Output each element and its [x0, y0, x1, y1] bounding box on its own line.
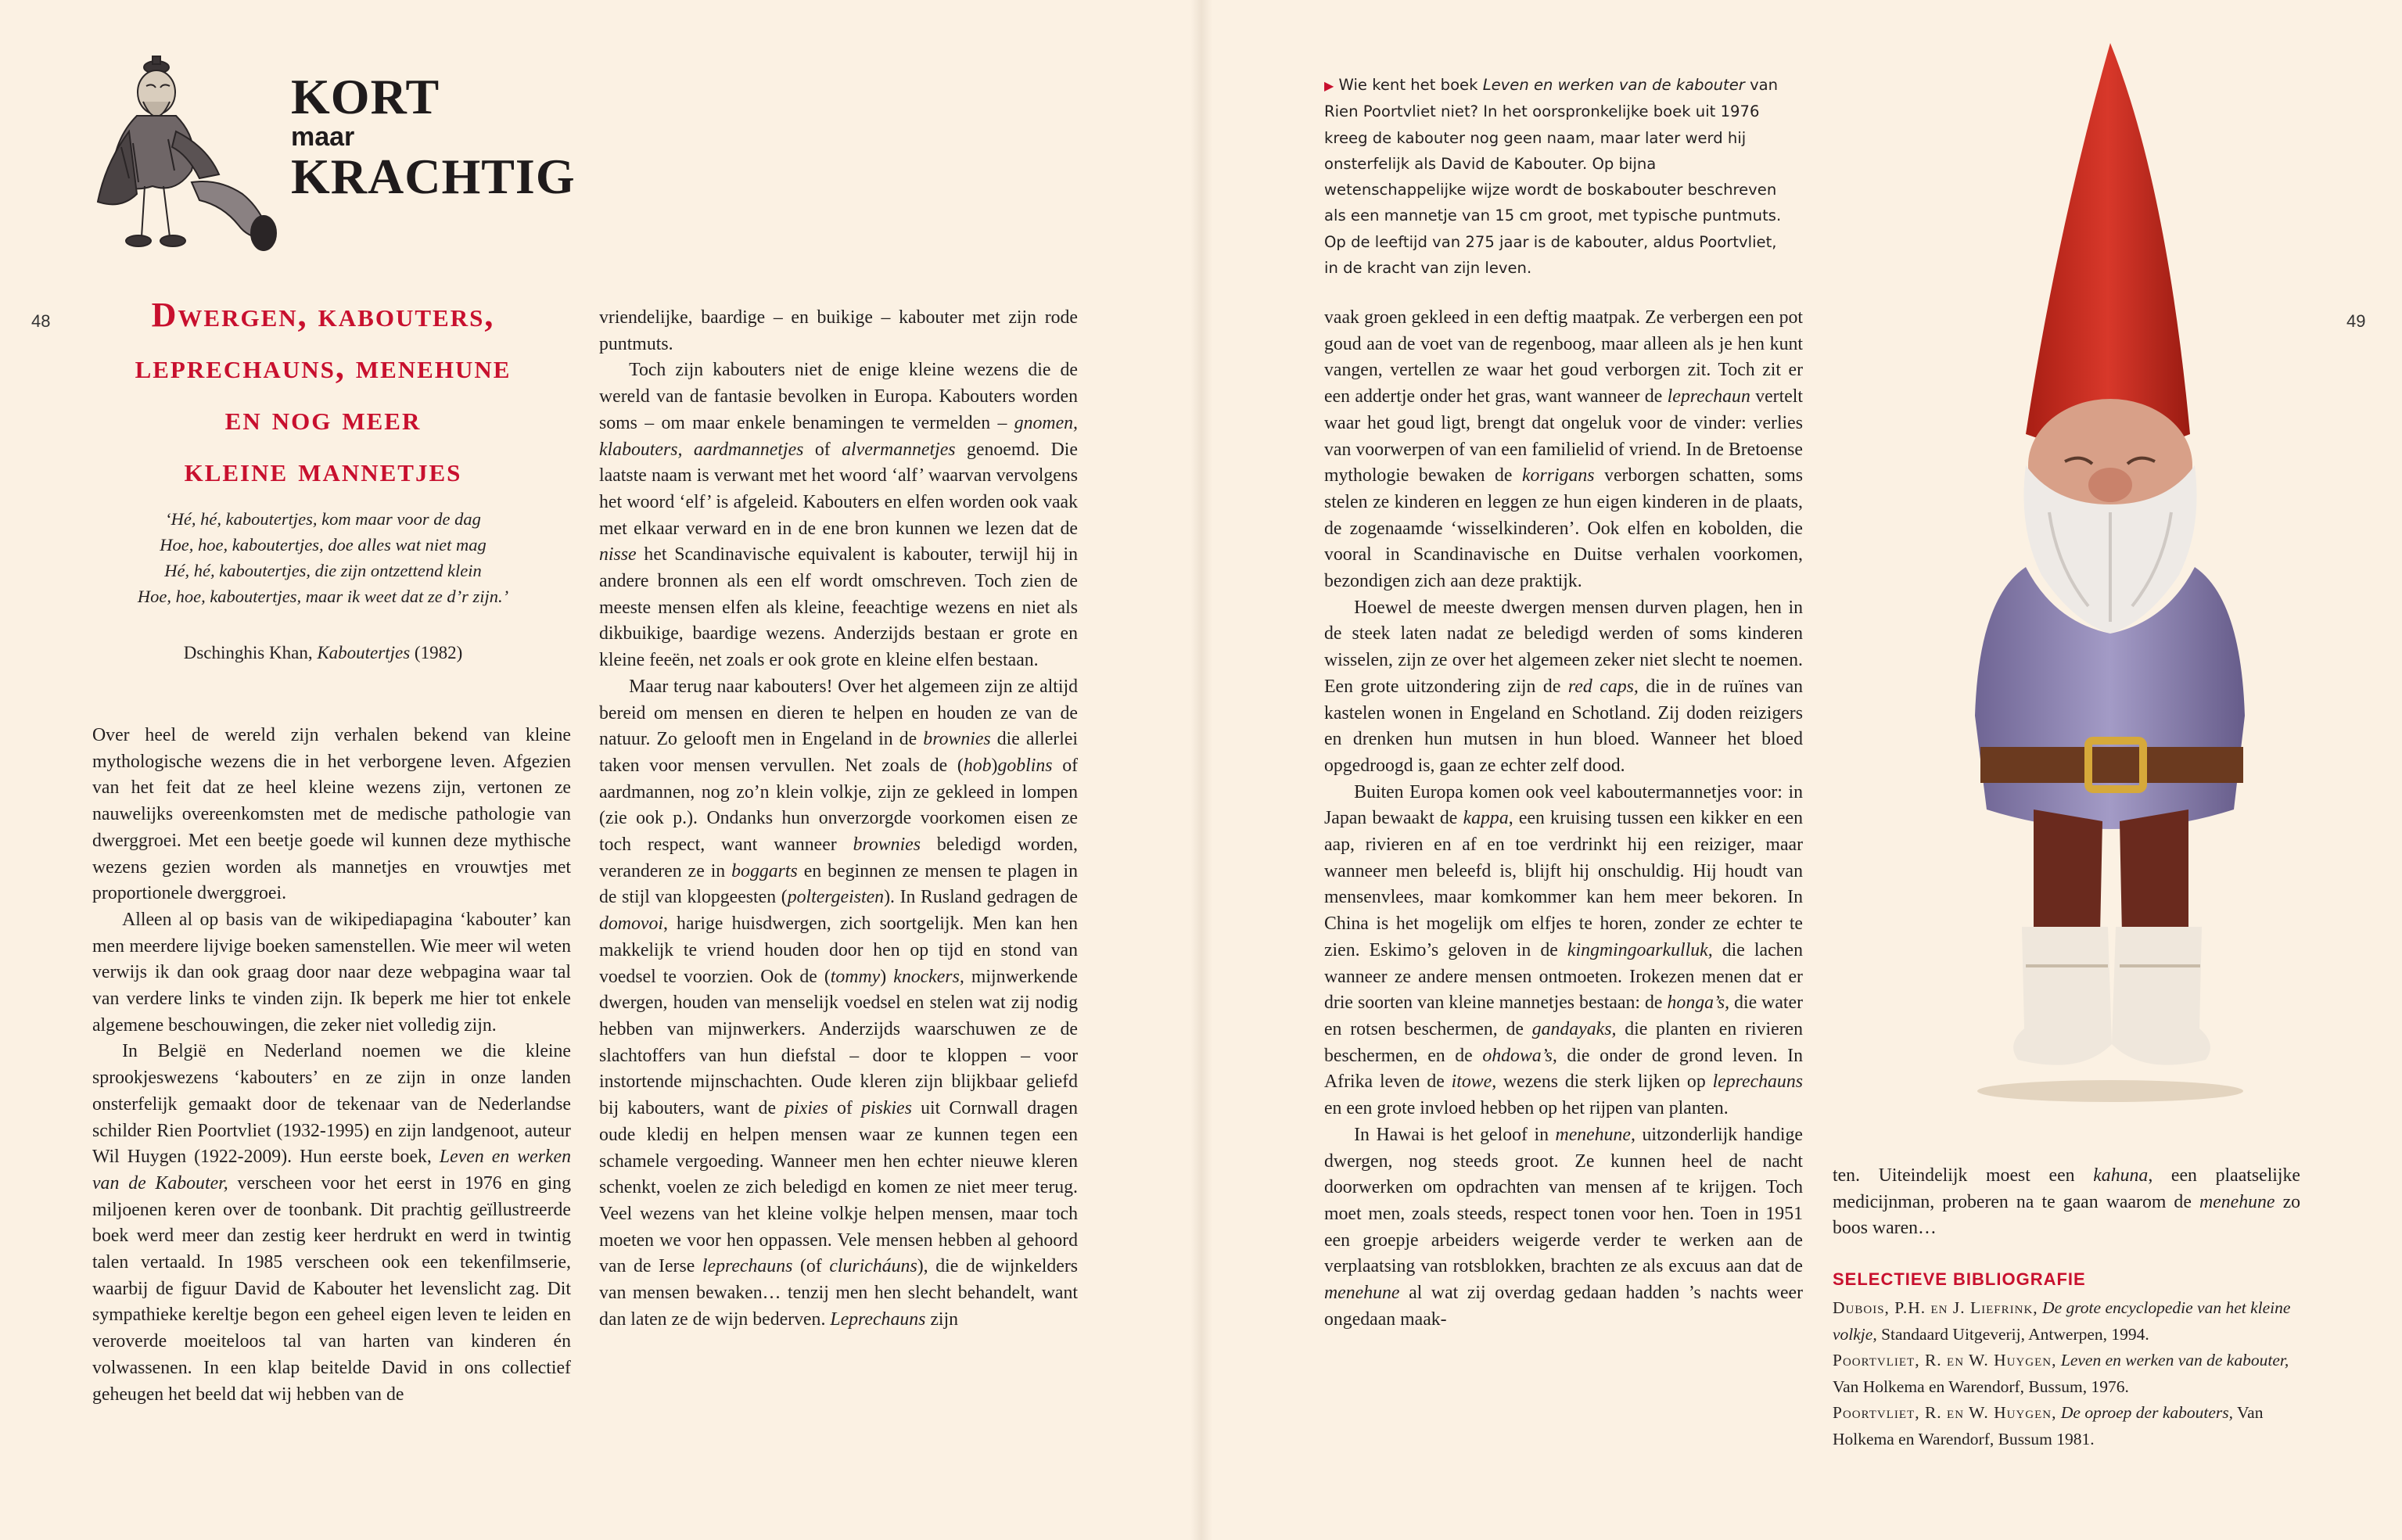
paragraph: Hoewel de meeste dwergen mensen durven plagen, hen in de steek laten nadat ze beledigd werden of soms kinderen wisselen, zijn ze over het algemeen zeker niet slecht te noemen. Een grote uitzondering zijn de red caps, die in de ruïnes van kastelen wonen in Engeland en Schotland. Zij doden reizigers en drenken hun mutsen in hun bloed. Wanneer het bloed opgedroogd is, gaan ze echter zelf dood.	[1324, 597, 1804, 776]
paragraph: ten. Uiteindelijk moest een kahuna, een plaatselijke medicijnman, proberen na te gaan waarom de menehune zo boos waren…	[1833, 1165, 2301, 1239]
title-line: en nog meer	[224, 399, 422, 437]
article-title	[92, 289, 554, 496]
body-column-2	[599, 305, 1078, 1333]
epigraph	[92, 506, 554, 609]
paragraph: In Hawai is het geloof in menehune, uitzonderlijk handige dwergen, nog steeds groot. Ze kunnen heel de nacht doorwerken om opdrachten van mensen af te krijgen. Toch moet men, zoals steeds, respect tonen voor hen. Toen in 1951 een groepje arbeiders weigerde verder te werken aan de verplaatsing van rotsblokken, brachten ze als excuus aan dat de menehune al wat zij overdag gedaan hadden ’s nachts weer ongedaan maak-	[1324, 1124, 1803, 1330]
page-number-right: 49	[2346, 311, 2366, 331]
logo-kort: KORT	[291, 69, 440, 124]
paragraph: vriendelijke, baardige – en buikige – kabouter met zijn rode puntmuts.	[599, 307, 1078, 354]
epigraph-line: ‘Hé, hé, kaboutertjes, kom maar voor de dag	[165, 509, 481, 529]
attribution-year: (1982)	[414, 643, 463, 662]
paragraph: In België en Nederland noemen we die kleine sprookjeswezens ‘kabouters’ en ze zijn in onze landen onsterfelijk gemaakt door de tekenaar van de Nederlandse schilder Rien Poortvliet (1932-1995) en zijn landgenoot, auteur Wil Huygen (1922-2009). Hun eerste boek, Leven en werken van de Kabouter, verscheen voor het eerst in 1976 en ging miljoenen keren over de toonbank. Dit prachtig geïllustreerde boek werd meer dan zestig keer herdrukt en werd in twintig talen vertaald. In 1985 verscheen ook een tekenfilmserie, waarbij de figuur David de Kabouter het levenslicht zag. Dit sympathieke kereltje begon een geheel eigen leven te leiden en veroverde moeiteloos tal van harten van kinderen én volwassenen. In een klap beitelde David in ons collectief geheugen het beeld dat wij hebben van de	[92, 1041, 572, 1405]
body-column-4	[1833, 1163, 2300, 1242]
paragraph: Alleen al op basis van de wikipediapagina ‘kabouter’ kan men meerdere lijvige boeken samenstellen. Wie meer wil weten verwijs ik dan ook graag door naar deze webpagina waar tal van verdere links te vinden zijn. Ik beperk me hier tot enkele algemene beschouwingen, die zeker niet volledig zijn.	[92, 909, 571, 1036]
attribution-author: Dschinghis Khan,	[183, 643, 313, 662]
attribution-work: Kaboutertjes	[317, 643, 411, 662]
gnome-illustration-icon	[1932, 27, 2292, 1138]
page-number-left: 48	[31, 311, 51, 331]
epigraph-line: Hoe, hoe, kaboutertjes, maar ik weet dat ze d’r zijn.’	[137, 587, 509, 606]
section-logo	[291, 69, 576, 204]
bibliography-entry: Poortvliet, R. en W. Huygen, Leven en werken van de kabouter, Van Holkema en Warendorf, Bussum, 1976.	[1833, 1351, 2289, 1396]
paragraph: vaak groen gekleed in een deftig maatpak. Ze verbergen een pot goud aan de voet van de regenboog, maar alleen als je hen kunt vangen, vertellen ze waar het goud verborgen zit. Toch zit er een addertje onder het gras, want wanneer de leprechaun vertelt waar het goud ligt, brengt dat ongeluk voor de vinder: verlies van voorwerpen of van een familielid of vriend. In de Bretoense mythologie bewaken de korrigans verborgen schatten, soms stelen ze kinderen en leggen ze hun eigen kinderen in de plaats, de zogenaamde ‘wisselkinderen’. Ook elfen en kobolden, die vooral in Scandinavische en Duitse verhalen voorkomen, bezondigen zich aan deze praktijk.	[1324, 307, 1804, 592]
title-line: kleine mannetjes	[184, 451, 462, 489]
title-line: leprechauns, menehune	[135, 347, 512, 386]
body-column-1	[92, 723, 571, 1408]
paragraph: Maar terug naar kabouters! Over het algemeen zijn ze altijd bereid om mensen en dieren te helpen en houden ze van de natuur. Zo gelooft men in Engeland in de brownies die allerlei taken voor mensen vervullen. Net zoals de (hob)goblins of aardmannen, nog zo’n klein volkje, zijn ze gekleed in lompen (zie ook p.). Ondanks hun onverzorgde voorkomen eisen ze toch respect, want wanneer brownies beledigd worden, veranderen ze in boggarts en beginnen ze mensen te plagen in de stijl van klopgeesten (poltergeisten). In Rusland gedragen de domovoi, harige huisdwergen, zich soortgelijk. Men kan hen makkelijk te vriend houden door hen op tijd en stond van voedsel te voorzien. Ook de (tommy) knockers, mijnwerkende dwergen, houden van menselijk voedsel en stelen wat zij nodig hebben van mijnwerkers. Anderzijds waarschuwen ze de slachtoffers van hun diefstal – door te kloppen – voor instortende mijnschachten. Oude kleren zijn blijkbaar geliefd bij kabouters, want de pixies of piskies uit Cornwall dragen oude kledij en helpen mensen waar ze kunnen tegen een schamele vergoeding. Wanneer men hen echter nieuwe kleren schenkt, voelen ze zich beledigd en komen ze niet meer terug. Veel wezens van het kleine volkje helpen mensen, maar toch moeten we voor hen oppassen. Vele mensen hebben al gehoord van de Ierse leprechauns (of cluricháuns), die de wijnkelders van mensen bewaken… tenzij men hen slecht behandelt, want dan laten ze de wijn bederven. Leprechauns zijn	[599, 676, 1079, 1330]
book-gutter	[1190, 0, 1212, 1540]
epigraph-line: Hé, hé, kaboutertjes, die zijn ontzettend klein	[164, 561, 482, 580]
paragraph: Toch zijn kabouters niet de enige kleine wezens die de wereld van de fantasie bevolken in Europa. Kabouters worden soms – om maar enkele benamingen te vermelden – gnomen, klabouters, aardmannetjes of alvermannetjes genoemd. Die laatste naam is verwant met het woord ‘alf’ waarvan vervolgens het woord ‘elf’ is afgeleid. Kabouters en elfen worden ook vaak met elkaar verward en in de ene bron kunnen we lezen dat de nisse het Scandinavische equivalent is kabouter, terwijl hij in andere bronnen als een elf wordt omschreven. Toch zien de meeste mensen elfen als kleine, feeachtige wezens en niet als dikbuikige, baardige wezens. Anderzijds bestaan er grote en kleine feeën, net zoals er ook grote en kleine elfen bestaan.	[599, 360, 1078, 671]
sidebar-note: ▶ Wie kent het boek Leven en werken van de kabouter van Rien Poortvliet niet? In het oorspronkelijke boek uit 1976 kreeg de kabouter nog geen naam, maar later werd hij onsterfelijk als David de Kabouter. Op bijna wetenschappelijke wijze wordt de boskabouter beschreven als een mannetje van 15 cm groot, met typische puntmuts. Op de leeftijd van 275 jaar is de kabouter, aldus Poortvliet, in de kracht van zijn leven.	[1324, 76, 1782, 278]
triangle-bullet-icon: ▶	[1324, 78, 1334, 93]
logo-krachtig: KRACHTIG	[291, 149, 576, 204]
bibliography-entry: Dubois, P.H. en J. Liefrink, De grote encyclopedie van het kleine volkje, Standaard Uitgeverij, Antwerpen, 1994.	[1833, 1298, 2291, 1344]
epigraph-line: Hoe, hoe, kaboutertjes, doe alles wat niet mag	[160, 535, 487, 555]
logo-maar: maar	[291, 122, 355, 152]
bibliography-entry: Poortvliet, R. en W. Huygen, De oproep der kabouters, Van Holkema en Warendorf, Bussum 1981.	[1833, 1403, 2264, 1448]
bibliography-heading: SELECTIEVE BIBLIOGRAFIE	[1833, 1269, 2086, 1289]
paragraph: Buiten Europa komen ook veel kaboutermannetjes voor: in Japan bewaakt de kappa, een kruising tussen een kikker en een aap, rivieren en af en toe verdrinkt hij een reiziger, maar wanneer men beleefd is, blijft hij onschuldig. Hij houdt van mensenvlees, maar komkommer kan hem meer bekoren. In China is het mogelijk om elfjes te horen, zonder ze echter te zien. Eskimo’s geloven in de kingmingoarkulluk, die lachen wanneer ze andere mensen ontmoeten. Irokezen menen dat er drie soorten van kleine mannetjes bestaan: de honga’s, die water en rotsen beschermen, de gandayaks, die planten en rivieren beschermen, en de ohdowa’s, die onder de grond leven. In Afrika leven de itowe, wezens die sterk lijken op leprechauns en een grote invloed hebben op het rijpen van planten.	[1324, 781, 1804, 1119]
dwarf-engraving-icon	[82, 45, 285, 257]
title-line: Dwergen, kabouters,	[151, 296, 495, 334]
paragraph: Over heel de wereld zijn verhalen bekend van kleine mythologische wezens die in het verborgene leven. Afgezien van het feit dat ze heel kleine wezens zijn, vertonen ze nauwelijks overeenkomsten met de medische pathologie van dwerggroei. Met een beetje goede wil kunnen deze mythische wezens gezien worden als mannetjes en vrouwtjes met proportionele dwerggroei.	[92, 725, 571, 904]
epigraph-attribution	[92, 643, 554, 663]
bibliography-list	[1833, 1295, 2302, 1452]
body-column-3	[1324, 305, 1803, 1333]
